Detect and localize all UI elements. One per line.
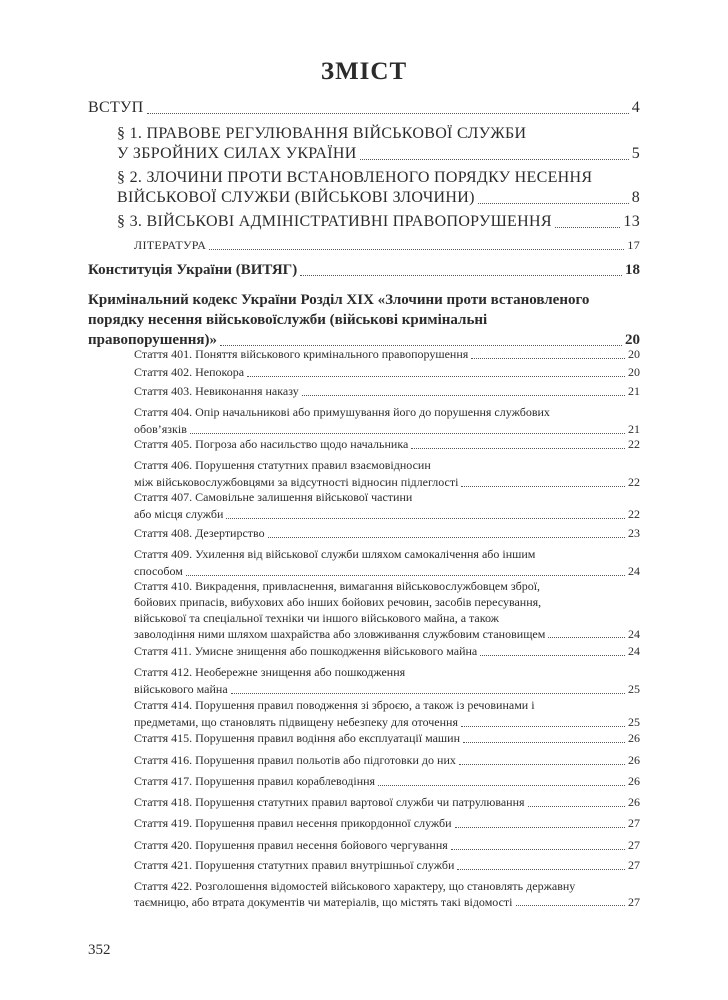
toc-entry — [117, 212, 640, 232]
toc-entry-line: військової та спеціальної техніки чи іншого військового майна, а також — [134, 611, 499, 625]
toc-page-number: 4 — [631, 99, 640, 116]
toc-page-number: 25 — [628, 682, 640, 696]
toc-entry-line: Стаття 401. Поняття військового кримінального правопорушення — [134, 347, 469, 361]
dot-leader — [302, 395, 625, 396]
dot-leader — [471, 358, 625, 359]
toc-entry-line: § 1. ПРАВОВЕ РЕГУЛЮВАННЯ ВІЙСЬКОВОЇ СЛУЖБИ — [117, 125, 527, 142]
dot-leader — [411, 448, 625, 449]
toc-page-number: 26 — [628, 795, 640, 809]
toc-page-number: 26 — [628, 753, 640, 767]
dot-leader — [480, 655, 625, 656]
toc-entry-line: Стаття 422. Розголошення відомостей військового характеру, що становлять державну — [134, 879, 576, 893]
toc-page-number: 22 — [628, 475, 640, 489]
toc-entry-final-line — [134, 714, 640, 731]
dot-leader — [461, 486, 625, 487]
dot-leader — [463, 742, 625, 743]
toc-entry — [134, 837, 640, 854]
toc-page-number: 8 — [631, 189, 640, 206]
toc-entry — [134, 697, 640, 731]
toc-entry-line: між військовослужбовцями за відсутності відносин підлеглості — [134, 475, 459, 489]
dot-leader — [186, 575, 625, 576]
toc-page-number: 17 — [627, 238, 640, 252]
toc-entry — [117, 168, 640, 208]
toc-entry-final-line — [134, 525, 640, 542]
toc-page-number: 25 — [628, 715, 640, 729]
toc-entry-final-line — [134, 626, 640, 642]
toc-page-number: 26 — [628, 731, 640, 745]
toc-entry-final-line — [134, 794, 640, 811]
toc-page-number: 18 — [625, 262, 640, 278]
toc-entry-line: ЛІТЕРАТУРА — [134, 238, 207, 252]
toc-entry-line: Стаття 421. Порушення статутних правил внутрішньої служби — [134, 858, 455, 872]
toc-entry-final-line — [134, 681, 640, 698]
toc-entry-line: Стаття 420. Порушення правил несення бойового чергування — [134, 838, 448, 852]
toc-entry-final-line — [134, 643, 640, 660]
toc-entry-line: § 3. ВІЙСЬКОВІ АДМІНІСТРАТИВНІ ПРАВОПОРУШЕННЯ — [117, 213, 552, 230]
dot-leader — [300, 275, 622, 276]
toc-entry-final-line — [134, 506, 640, 523]
toc-entry-line: бойових припасів, вибухових або інших бойових речовин, засобів пересування, — [134, 595, 542, 609]
toc-page-number: 20 — [628, 365, 640, 379]
toc-entry-line: таємницю, або втрата документів чи матеріалів, що містять такі відомості — [134, 895, 513, 909]
toc-entry-line: предметами, що становлять підвищену небезпеку для оточення — [134, 715, 458, 729]
toc-entry-line: Стаття 412. Необережне знищення або пошкодження — [134, 665, 406, 679]
toc-entry-line: Стаття 406. Порушення статутних правил взаємовідносин — [134, 458, 431, 472]
dot-leader — [455, 827, 625, 828]
toc-entry-line: Конституція України (ВИТЯГ) — [88, 262, 298, 278]
toc-page-number: 23 — [628, 526, 640, 540]
toc-entry-line: Стаття 417. Порушення правил кораблеводіння — [134, 774, 376, 788]
toc-entry-line: обов’язків — [134, 422, 187, 436]
toc-page-number: 26 — [628, 774, 640, 788]
toc-page-number: 24 — [628, 644, 640, 658]
toc-page-number: 13 — [623, 213, 640, 230]
toc-entry-line: правопорушення)» — [88, 332, 217, 348]
toc-page-number: 5 — [631, 145, 640, 162]
toc-entry-final-line — [134, 857, 640, 874]
dot-leader — [555, 227, 621, 228]
dot-leader — [360, 159, 629, 160]
toc-entry — [134, 730, 640, 747]
toc-entry — [134, 643, 640, 660]
toc-entry-line: способом — [134, 564, 183, 578]
dot-leader — [457, 869, 625, 870]
toc-entry — [134, 773, 640, 790]
toc-entry-line: Стаття 402. Непокора — [134, 365, 245, 379]
toc-entry — [88, 290, 640, 350]
dot-leader — [478, 203, 629, 204]
toc-entry-final-line — [134, 383, 640, 400]
toc-entry-final-line — [88, 98, 640, 118]
toc-entry-line: Стаття 403. Невиконання наказу — [134, 384, 299, 398]
toc-page-number: 21 — [628, 422, 640, 436]
dot-leader — [451, 849, 625, 850]
toc-page-number: 21 — [628, 384, 640, 398]
toc-entry-line: Стаття 405. Погроза або насильство щодо начальника — [134, 437, 409, 451]
toc-entry — [134, 404, 640, 438]
toc-entry-final-line — [117, 144, 640, 164]
toc-entry-line: Стаття 415. Порушення правил водіння або експлуатації машин — [134, 731, 461, 745]
toc-entry-line: Кримінальний кодекс України Розділ XIX «Злочини проти встановленого — [88, 292, 590, 308]
dot-leader — [226, 518, 625, 519]
dot-leader — [528, 806, 625, 807]
toc-entry-line: Стаття 411. Умисне знищення або пошкодження військового майна — [134, 644, 478, 658]
dot-leader — [548, 637, 625, 638]
toc-entry-final-line — [134, 730, 640, 747]
toc-entry-line: Стаття 407. Самовільне залишення військової частини — [134, 490, 413, 504]
dot-leader — [461, 726, 625, 727]
dot-leader — [516, 905, 626, 906]
toc-entry-final-line — [134, 815, 640, 832]
toc-entry-line: Стаття 416. Порушення правил польотів або підготовки до них — [134, 753, 456, 767]
toc-page-number: 24 — [628, 564, 640, 578]
toc-entry-line: Стаття 419. Порушення правил несення прикордонної служби — [134, 816, 452, 830]
dot-leader — [209, 249, 624, 250]
toc-entry-final-line — [117, 188, 640, 208]
toc-entry-line: У ЗБРОЙНИХ СИЛАХ УКРАЇНИ — [117, 145, 357, 162]
toc-entry — [134, 346, 640, 363]
toc-entry — [134, 383, 640, 400]
toc-entry — [134, 578, 640, 642]
toc-entry-line: Стаття 414. Порушення правил поводження зі зброєю, а також із речовинами і — [134, 698, 535, 712]
toc-entry-final-line — [134, 773, 640, 790]
toc-entry — [134, 236, 640, 254]
toc-entry — [134, 794, 640, 811]
toc-entry — [134, 857, 640, 874]
toc-entry-line: Стаття 410. Викрадення, привласнення, вимагання військовослужбовцем зброї, — [134, 579, 541, 593]
dot-leader — [147, 113, 629, 114]
toc-entry — [134, 878, 640, 910]
toc-page-number: 22 — [628, 507, 640, 521]
toc-entry-line: ВІЙСЬКОВОЇ СЛУЖБИ (ВІЙСЬКОВІ ЗЛОЧИНИ) — [117, 189, 475, 206]
toc-entry-line: військового майна — [134, 682, 228, 696]
toc-entry-final-line — [88, 260, 640, 280]
toc-entry — [117, 124, 640, 164]
toc-page-number: 20 — [625, 332, 640, 348]
toc-entry-line: § 2. ЗЛОЧИНИ ПРОТИ ВСТАНОВЛЕНОГО ПОРЯДКУ НЕСЕННЯ — [117, 169, 593, 186]
toc-entry-final-line — [134, 346, 640, 363]
toc-entry — [134, 664, 640, 698]
dot-leader — [459, 764, 625, 765]
toc-entry-line: порядку несення військовоїслужби (військові кримінальні — [88, 312, 488, 328]
toc-entry — [134, 364, 640, 381]
toc-entry-final-line — [134, 364, 640, 381]
toc-entry-final-line — [134, 837, 640, 854]
toc-entry — [88, 98, 640, 118]
toc-entry — [134, 489, 640, 523]
toc-entry-line: Стаття 404. Опір начальникові або примушування його до порушення службових — [134, 405, 550, 419]
page-title: ЗМІСТ — [320, 58, 408, 85]
toc-page-number: 27 — [628, 858, 640, 872]
toc-page-number: 27 — [628, 816, 640, 830]
toc-entry — [134, 436, 640, 453]
toc-entry-final-line — [134, 752, 640, 769]
toc-entry-line: ВСТУП — [88, 99, 144, 116]
toc-entry-final-line — [117, 212, 640, 232]
toc-entry-line: заволодіння ними шляхом шахрайства або зловживання службовим становищем — [134, 627, 546, 641]
toc-entry-line: Стаття 418. Порушення статутних правил вартової служби чи патрулювання — [134, 795, 525, 809]
toc-page-number: 27 — [628, 895, 640, 909]
dot-leader — [378, 785, 625, 786]
dot-leader — [190, 433, 625, 434]
toc-entry-final-line — [134, 894, 640, 910]
toc-entry-line: Стаття 408. Дезертирство — [134, 526, 265, 540]
toc-entry-line: Стаття 409. Ухилення від військової служби шляхом самокалічення або іншим — [134, 547, 536, 561]
toc-entry-line: або місця служби — [134, 507, 224, 521]
page-number: 352 — [88, 942, 111, 958]
toc-page-number: 27 — [628, 838, 640, 852]
dot-leader — [268, 537, 625, 538]
dot-leader — [231, 693, 625, 694]
toc-entry-final-line — [134, 436, 640, 453]
toc-entry — [134, 525, 640, 542]
toc-page-number: 24 — [628, 627, 640, 641]
toc-entry — [88, 260, 640, 280]
toc-entry — [134, 752, 640, 769]
toc-entry — [134, 546, 640, 580]
toc-entry-final-line — [134, 236, 640, 254]
dot-leader — [247, 376, 625, 377]
toc-entry — [134, 815, 640, 832]
toc-entry — [134, 457, 640, 491]
toc-page-number: 22 — [628, 437, 640, 451]
toc-page-number: 20 — [628, 347, 640, 361]
